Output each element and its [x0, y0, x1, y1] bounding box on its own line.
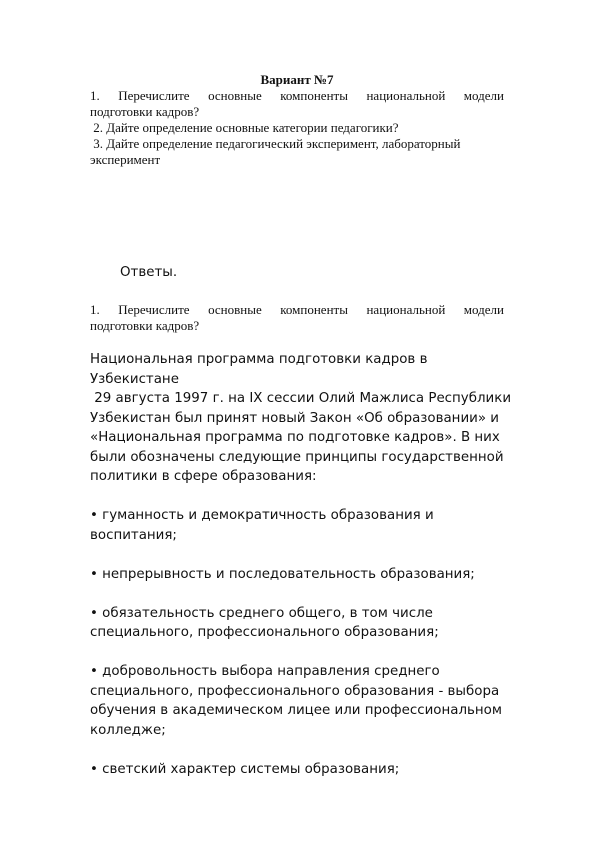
- answer-line: были обозначены следующие принципы государственной: [90, 449, 504, 465]
- bullet-item: • гуманность и демократичность образования и: [90, 508, 434, 523]
- question-3-line-1: 3. Дайте определение педагогический эксперимент, лабораторный: [90, 136, 461, 151]
- bullet-item: • добровольность выбора направления среднего: [90, 664, 440, 679]
- question-2: [90, 120, 504, 136]
- blank-line: [90, 740, 510, 760]
- answer-question-line-2: подготовки кадров?: [90, 318, 200, 333]
- answer-line: политики в сфере образования:: [90, 469, 317, 484]
- bullet-continuation: специального, профессионального образования;: [90, 625, 439, 640]
- blank-line: [90, 545, 510, 565]
- blank-line: [90, 643, 510, 663]
- answer-question-repeat: [90, 302, 504, 334]
- question-3: [90, 136, 504, 168]
- question-1-line-2: подготовки кадров?: [90, 104, 200, 119]
- bullet-item: • светский характер системы образования;: [90, 761, 400, 777]
- bullet-continuation: воспитания;: [90, 527, 177, 543]
- bullet-item: • непрерывность и последовательность образования;: [90, 566, 475, 582]
- answer-line: Узбекистане: [90, 371, 179, 387]
- answers-heading: Ответы.: [120, 265, 178, 280]
- answer-line: «Национальная программа по подготовке кадров». В них: [90, 430, 500, 445]
- answer-question-line-1: 1. Перечислите основные компоненты национальной модели: [90, 302, 504, 317]
- bullet-item: • обязательность среднего общего, в том числе: [90, 605, 433, 621]
- variant-title: Вариант №7: [260, 72, 334, 87]
- question-3-line-2: эксперимент: [90, 152, 161, 167]
- answer-body: [90, 350, 510, 779]
- answer-line: Национальная программа подготовки кадров в: [90, 352, 428, 367]
- bullet-continuation: колледже;: [90, 722, 166, 738]
- question-1: [90, 88, 504, 120]
- bullet-continuation: обучения в академическом лицее или профессиональном: [90, 703, 502, 718]
- bullet-continuation: специального, профессионального образования - выбора: [90, 683, 500, 699]
- answer-line: Узбекистан был принят новый Закон «Об образовании» и: [90, 410, 499, 426]
- blank-line: [90, 584, 510, 604]
- blank-line: [90, 487, 510, 507]
- answer-line: 29 августа 1997 г. на IX сессии Олий Мажлиса Республики: [90, 391, 512, 406]
- question-1-line-1: 1. Перечислите основные компоненты национальной модели: [90, 88, 504, 103]
- question-2-line-1: 2. Дайте определение основные категории педагогики?: [90, 120, 399, 135]
